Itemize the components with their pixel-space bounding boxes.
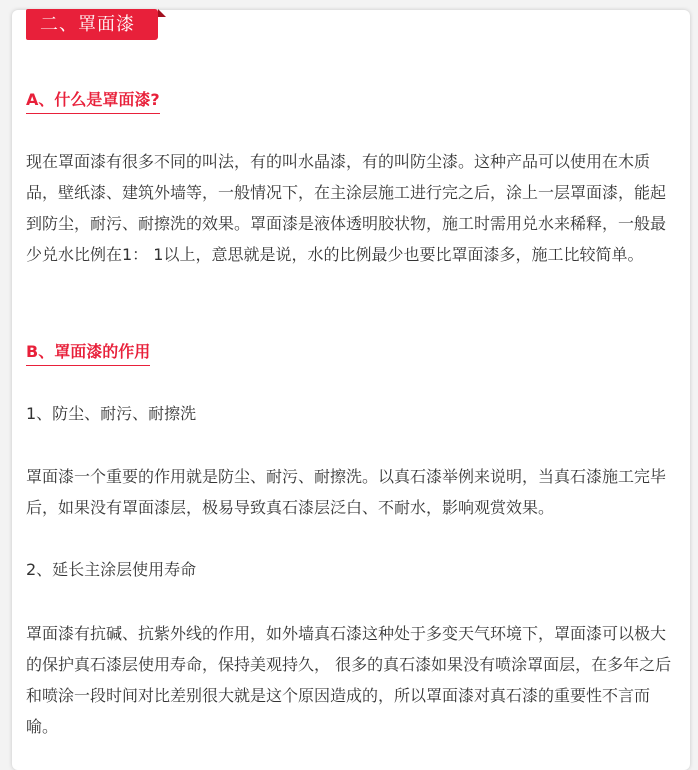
point-1-title: 1、防尘、耐污、耐擦洗 [26, 404, 197, 423]
point-2-title: 2、延长主涂层使用寿命 [26, 560, 197, 579]
point-2-text: 罩面漆有抗碱、抗紫外线的作用，如外墙真石漆这种处于多变天气环境下，罩面漆可以极大的保护真石漆层使用寿命，保持美观持久， 很多的真石漆如果没有喷涂罩面层，在多年之后和喷涂一段时间对比差别很大就是这个原因造成的，所以罩面漆对真石漆的重要性不言而喻。 [26, 624, 672, 736]
section-tag-fold [158, 9, 166, 17]
heading-function: B、罩面漆的作用 [26, 342, 150, 366]
section-tag: 二、罩面漆 [26, 9, 158, 40]
heading-what-is: A、什么是罩面漆? [26, 90, 160, 114]
point-1-text: 罩面漆一个重要的作用就是防尘、耐污、耐擦洗。以真石漆举例来说明，当真石漆施工完毕后，如果没有罩面漆层，极易导致真石漆层泛白、不耐水，影响观赏效果。 [26, 467, 667, 517]
paragraph-definition: 现在罩面漆有很多不同的叫法，有的叫水晶漆，有的叫防尘漆。这种产品可以使用在木质品，壁纸漆、建筑外墙等，一般情况下，在主涂层施工进行完之后，涂上一层罩面漆，能起到防尘，耐污、耐擦洗的效果。罩面漆是液体透明胶状物，施工时需用兑水来稀释，一般最少兑水比例在1： 1以上，意思就是说，水的比例最少也要比罩面漆多，施工比较简单。 [26, 152, 667, 264]
